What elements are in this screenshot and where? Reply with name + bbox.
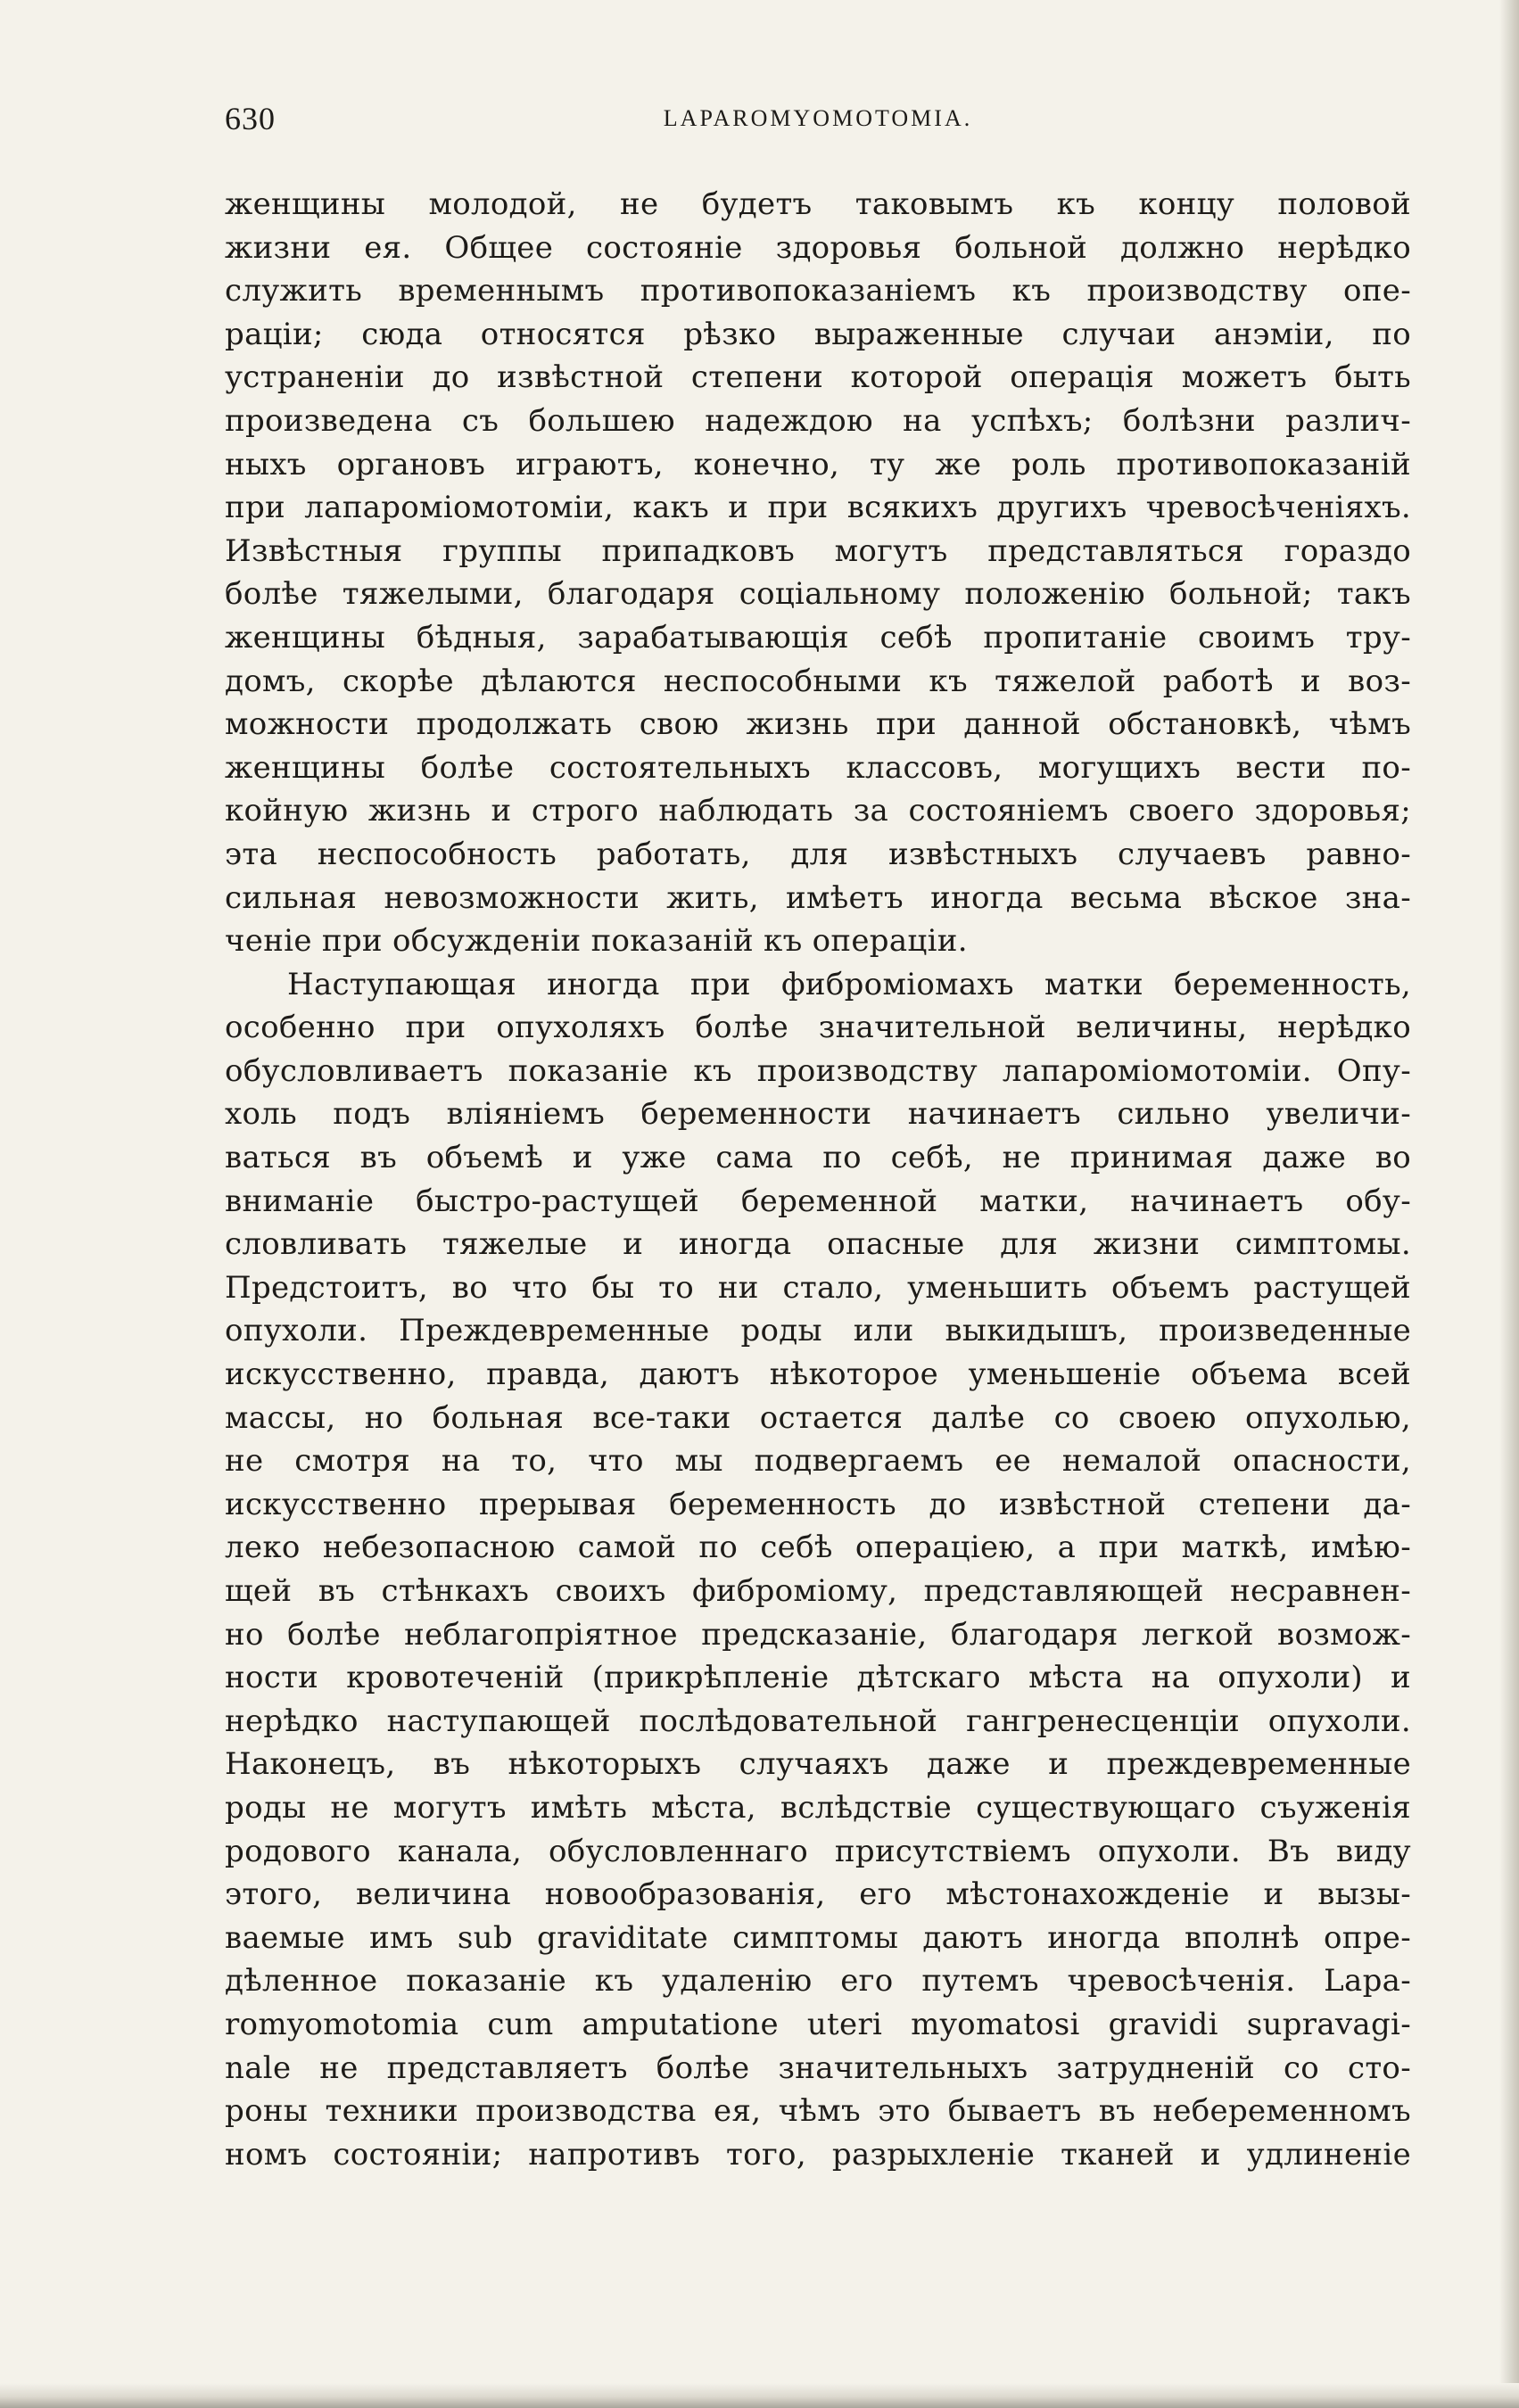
- text-line: искусственно, правда, даютъ нѣкоторое уменьшенiе объема всей: [225, 1357, 1411, 1393]
- text-line: холь подъ влiянiемъ беременности начинаетъ сильно увеличи-: [225, 1096, 1411, 1133]
- paragraph: [225, 963, 1411, 2177]
- text-line: роды не могутъ имѣть мѣста, вслѣдствiе существующаго съуженiя: [225, 1789, 1411, 1826]
- text-line: эта неспособность работать, для извѣстныхъ случаевъ равно-: [225, 836, 1411, 872]
- running-title: LAPAROMYOMOTOMIA.: [663, 105, 973, 131]
- text-line: romyomotomia cum amputatione uteri myomatosi gravidi supravagi-: [225, 2006, 1411, 2042]
- text-line: словливать тяжелые и иногда опасные для жизни симптомы.: [225, 1226, 1411, 1263]
- text-line: можности продолжать свою жизнь при данной обстановкѣ, чѣмъ: [225, 706, 1411, 743]
- text-line: койную жизнь и строго наблюдать за состоянiемъ своего здоровья;: [225, 793, 1411, 829]
- text-line: женщины бѣдныя, зарабатывающiя себѣ пропитанiе своимъ тру-: [225, 619, 1411, 656]
- text-line: Предстоитъ, во что бы то ни стало, уменьшить объемъ растущей: [225, 1269, 1411, 1306]
- text-line: этого, величина новообразованiя, его мѣстонахожденiе и вызы-: [225, 1876, 1411, 1913]
- page-edge-shadow: [1499, 0, 1519, 2408]
- text-line: щей въ стѣнкахъ своихъ фибромiому, представляющей несравнен-: [225, 1573, 1411, 1609]
- text-line: ченiе при обсужденiи показанiй къ операцiи.: [225, 923, 968, 960]
- text-line: ныхъ органовъ играютъ, конечно, ту же роль противопоказанiй: [225, 446, 1411, 482]
- text-line: нерѣдко наступающей послѣдовательной гангренесценцiи опухоли.: [225, 1703, 1411, 1739]
- text-line: ности кровотеченiй (прикрѣпленiе дѣтскаго мѣста на опухоли) и: [225, 1660, 1411, 1696]
- text-line: родового канала, обусловленнаго присутствiемъ опухоли. Въ виду: [225, 1833, 1411, 1869]
- text-line: устраненiи до извѣстной степени которой операцiя можетъ быть: [225, 359, 1411, 396]
- page-number: 630: [225, 101, 276, 136]
- text-line: массы, но больная все-таки остается далѣе со своею опухолью,: [225, 1399, 1411, 1436]
- paragraph: [225, 183, 1411, 963]
- text-line: не смотря на то, что мы подвергаемъ ее немалой опасности,: [225, 1443, 1411, 1480]
- text-line: служить временнымъ противопоказанiемъ къ производству опе-: [225, 273, 1411, 309]
- text-line: при лапаромiомотомiи, какъ и при всякихъ другихъ чревосѣченiяхъ.: [225, 490, 1411, 526]
- text-line: произведена съ большею надеждою на успѣхъ; болѣзни различ-: [225, 402, 1411, 439]
- page-header: [225, 100, 1411, 144]
- text-line: рацiи; сюда относятся рѣзко выраженные случаи анэмiи, по: [225, 316, 1411, 352]
- text-line: Наступающая иногда при фибромiомахъ матки беременность,: [287, 966, 1411, 1002]
- text-line: женщины молодой, не будетъ таковымъ къ концу половой: [225, 186, 1411, 222]
- text-line: сильная невозможности жить, имѣетъ иногда весьма вѣское зна-: [225, 879, 1411, 916]
- text-line: обусловливаетъ показанiе къ производству лапаромiомотомiи. Опу-: [225, 1052, 1411, 1089]
- text-line: леко небезопасною самой по себѣ операцiею, а при маткѣ, имѣю-: [225, 1530, 1411, 1566]
- page-bottom-edge: [0, 2383, 1519, 2408]
- text-line: nale не представляетъ болѣе значительныхъ затрудненiй со сто-: [225, 2049, 1411, 2086]
- text-line: Извѣстныя группы припадковъ могутъ представляться гораздо: [225, 532, 1411, 569]
- text-line: болѣе тяжелыми, благодаря соцiальному положенiю больной; такъ: [225, 576, 1411, 613]
- text-line: но болѣе неблагопрiятное предсказанiе, благодаря легкой возмож-: [225, 1616, 1411, 1653]
- text-line: номъ состоянiи; напротивъ того, разрыхленiе тканей и удлиненiе: [225, 2136, 1411, 2173]
- text-line: особенно при опухоляхъ болѣе значительной величины, нерѣдко: [225, 1010, 1411, 1046]
- text-line: жизни ея. Общее состоянiе здоровья больной должно нерѣдко: [225, 229, 1411, 266]
- body-text: [225, 183, 1411, 2176]
- text-line: ваемые имъ sub graviditate симптомы даютъ иногда вполнѣ опре-: [225, 1919, 1411, 1956]
- text-line: роны техники производства ея, чѣмъ это бываетъ въ небеременномъ: [225, 2093, 1411, 2130]
- text-line: дѣленное показанiе къ удаленiю его путемъ чревосѣченiя. Lapa-: [225, 1963, 1411, 2000]
- text-line: ваться въ объемѣ и уже сама по себѣ, не принимая даже во: [225, 1140, 1411, 1176]
- text-line: вниманiе быстро-растущей беременной матки, начинаетъ обу-: [225, 1183, 1411, 1219]
- text-line: искусственно прерывая беременность до извѣстной степени да-: [225, 1486, 1411, 1522]
- text-line: опухоли. Преждевременные роды или выкидышъ, произведенные: [225, 1313, 1411, 1349]
- text-line: домъ, скорѣе дѣлаются неспособными къ тяжелой работѣ и воз-: [225, 663, 1411, 699]
- text-line: Наконецъ, въ нѣкоторыхъ случаяхъ даже и преждевременные: [225, 1746, 1411, 1783]
- text-line: женщины болѣе состоятельныхъ классовъ, могущихъ вести по-: [225, 749, 1411, 786]
